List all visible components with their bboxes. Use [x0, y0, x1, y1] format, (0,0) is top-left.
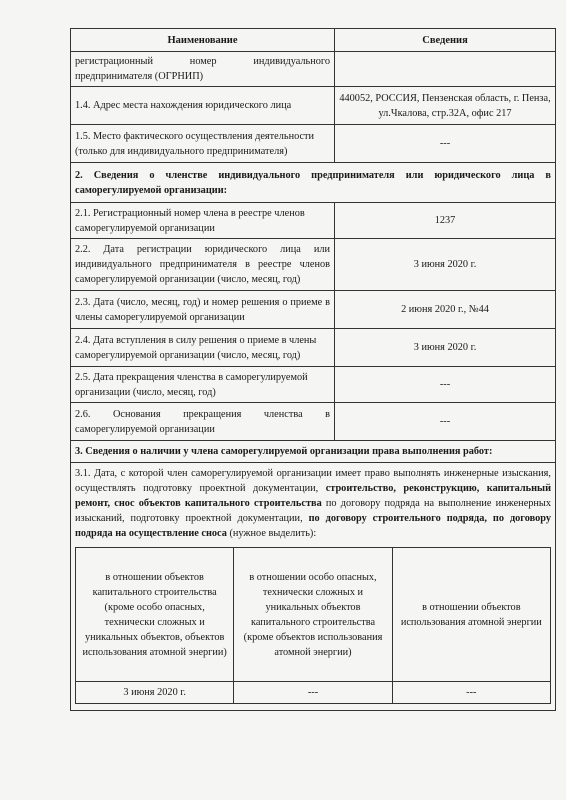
row-label: 2.4. Дата вступления в силу решения о приеме в члены саморегулируемой организации (число, месяц, год) — [71, 329, 335, 367]
section-title-row — [71, 163, 556, 203]
works-value-cell: 3 июня 2020 г. — [76, 682, 234, 704]
row-label: 2.1. Регистрационный номер члена в реестре членов саморегулируемой организации — [71, 203, 335, 239]
row-label: 2.5. Дата прекращения членства в саморегулируемой организации (число, месяц, год) — [71, 367, 335, 403]
works-table — [75, 547, 551, 704]
row-value: 2 июня 2020 г., №44 — [335, 291, 556, 329]
section-3-paragraph — [71, 463, 555, 543]
para-text: по договору подряда на выполнение инженерных изысканий, подготовку проектной документации, — [75, 498, 551, 524]
row-value — [335, 52, 556, 87]
para-text: 3.1. Дата, с которой член саморегулируемой организации имеет право выполнять инженерные изыскания, осуществлять подготовку проектной документации, — [75, 468, 551, 494]
section-3-body-row — [71, 463, 556, 711]
table-row — [71, 367, 556, 403]
row-label: 2.2. Дата регистрации юридического лица или индивидуального предпринимателя в реестре членов саморегулируемой организации (число, месяц, год) — [71, 239, 335, 291]
para-bold: по договору строительного подряда, по договору подряда на осуществление сноса — [75, 513, 551, 539]
para-bold: строительство, реконструкцию, капитальный ремонт, снос объектов капитального строительства — [75, 483, 552, 509]
row-value: 1237 — [335, 203, 556, 239]
section-title-row — [71, 441, 556, 463]
table-row — [71, 52, 556, 87]
row-label: 2.6. Основания прекращения членства в саморегулируемой организации — [71, 403, 335, 441]
row-value: 440052, РОССИЯ, Пензенская область, г. Пенза, ул.Чкалова, стр.32А, офис 217 — [335, 87, 556, 125]
row-value: --- — [335, 367, 556, 403]
works-value-cell: --- — [234, 682, 392, 704]
table-row — [71, 291, 556, 329]
works-value-row — [76, 682, 551, 704]
row-label: 1.4. Адрес места нахождения юридического лица — [71, 87, 335, 125]
row-value: 3 июня 2020 г. — [335, 239, 556, 291]
works-header-row — [76, 548, 551, 682]
works-header-cell: в отношении особо опасных, технически сложных и уникальных объектов капитального строительства (кроме объектов использования атомной энергии) — [234, 548, 392, 682]
table-row — [71, 87, 556, 125]
section-2-title: 2. Сведения о членстве индивидуального предпринимателя или юридического лица в саморегулируемой организации: — [71, 163, 556, 203]
row-label: 1.5. Место фактического осуществления деятельности (только для индивидуального предпринимателя) — [71, 125, 335, 163]
row-label: 2.3. Дата (число, месяц, год) и номер решения о приеме в члены саморегулируемой организации — [71, 291, 335, 329]
works-header-cell: в отношении объектов капитального строительства (кроме особо опасных, технически сложных и уникальных объектов, объектов использования атомной энергии) — [76, 548, 234, 682]
para-text: (нужное выделить): — [226, 528, 317, 539]
section-3-body — [71, 463, 556, 711]
registry-table — [70, 28, 556, 711]
table-row — [71, 203, 556, 239]
table-row — [71, 239, 556, 291]
row-value: --- — [335, 125, 556, 163]
works-header-cell: в отношении объектов использования атомной энергии — [392, 548, 550, 682]
table-row — [71, 403, 556, 441]
header-name: Наименование — [71, 29, 335, 52]
works-value-cell: --- — [392, 682, 550, 704]
table-header-row — [71, 29, 556, 52]
header-info: Сведения — [335, 29, 556, 52]
row-value: --- — [335, 403, 556, 441]
works-table-wrap — [71, 543, 555, 710]
section-3-title: 3. Сведения о наличии у члена саморегулируемой организации права выполнения работ: — [71, 441, 556, 463]
table-row — [71, 329, 556, 367]
row-value: 3 июня 2020 г. — [335, 329, 556, 367]
table-row — [71, 125, 556, 163]
row-label: регистрационный номер индивидуального предпринимателя (ОГРНИП) — [71, 52, 335, 87]
